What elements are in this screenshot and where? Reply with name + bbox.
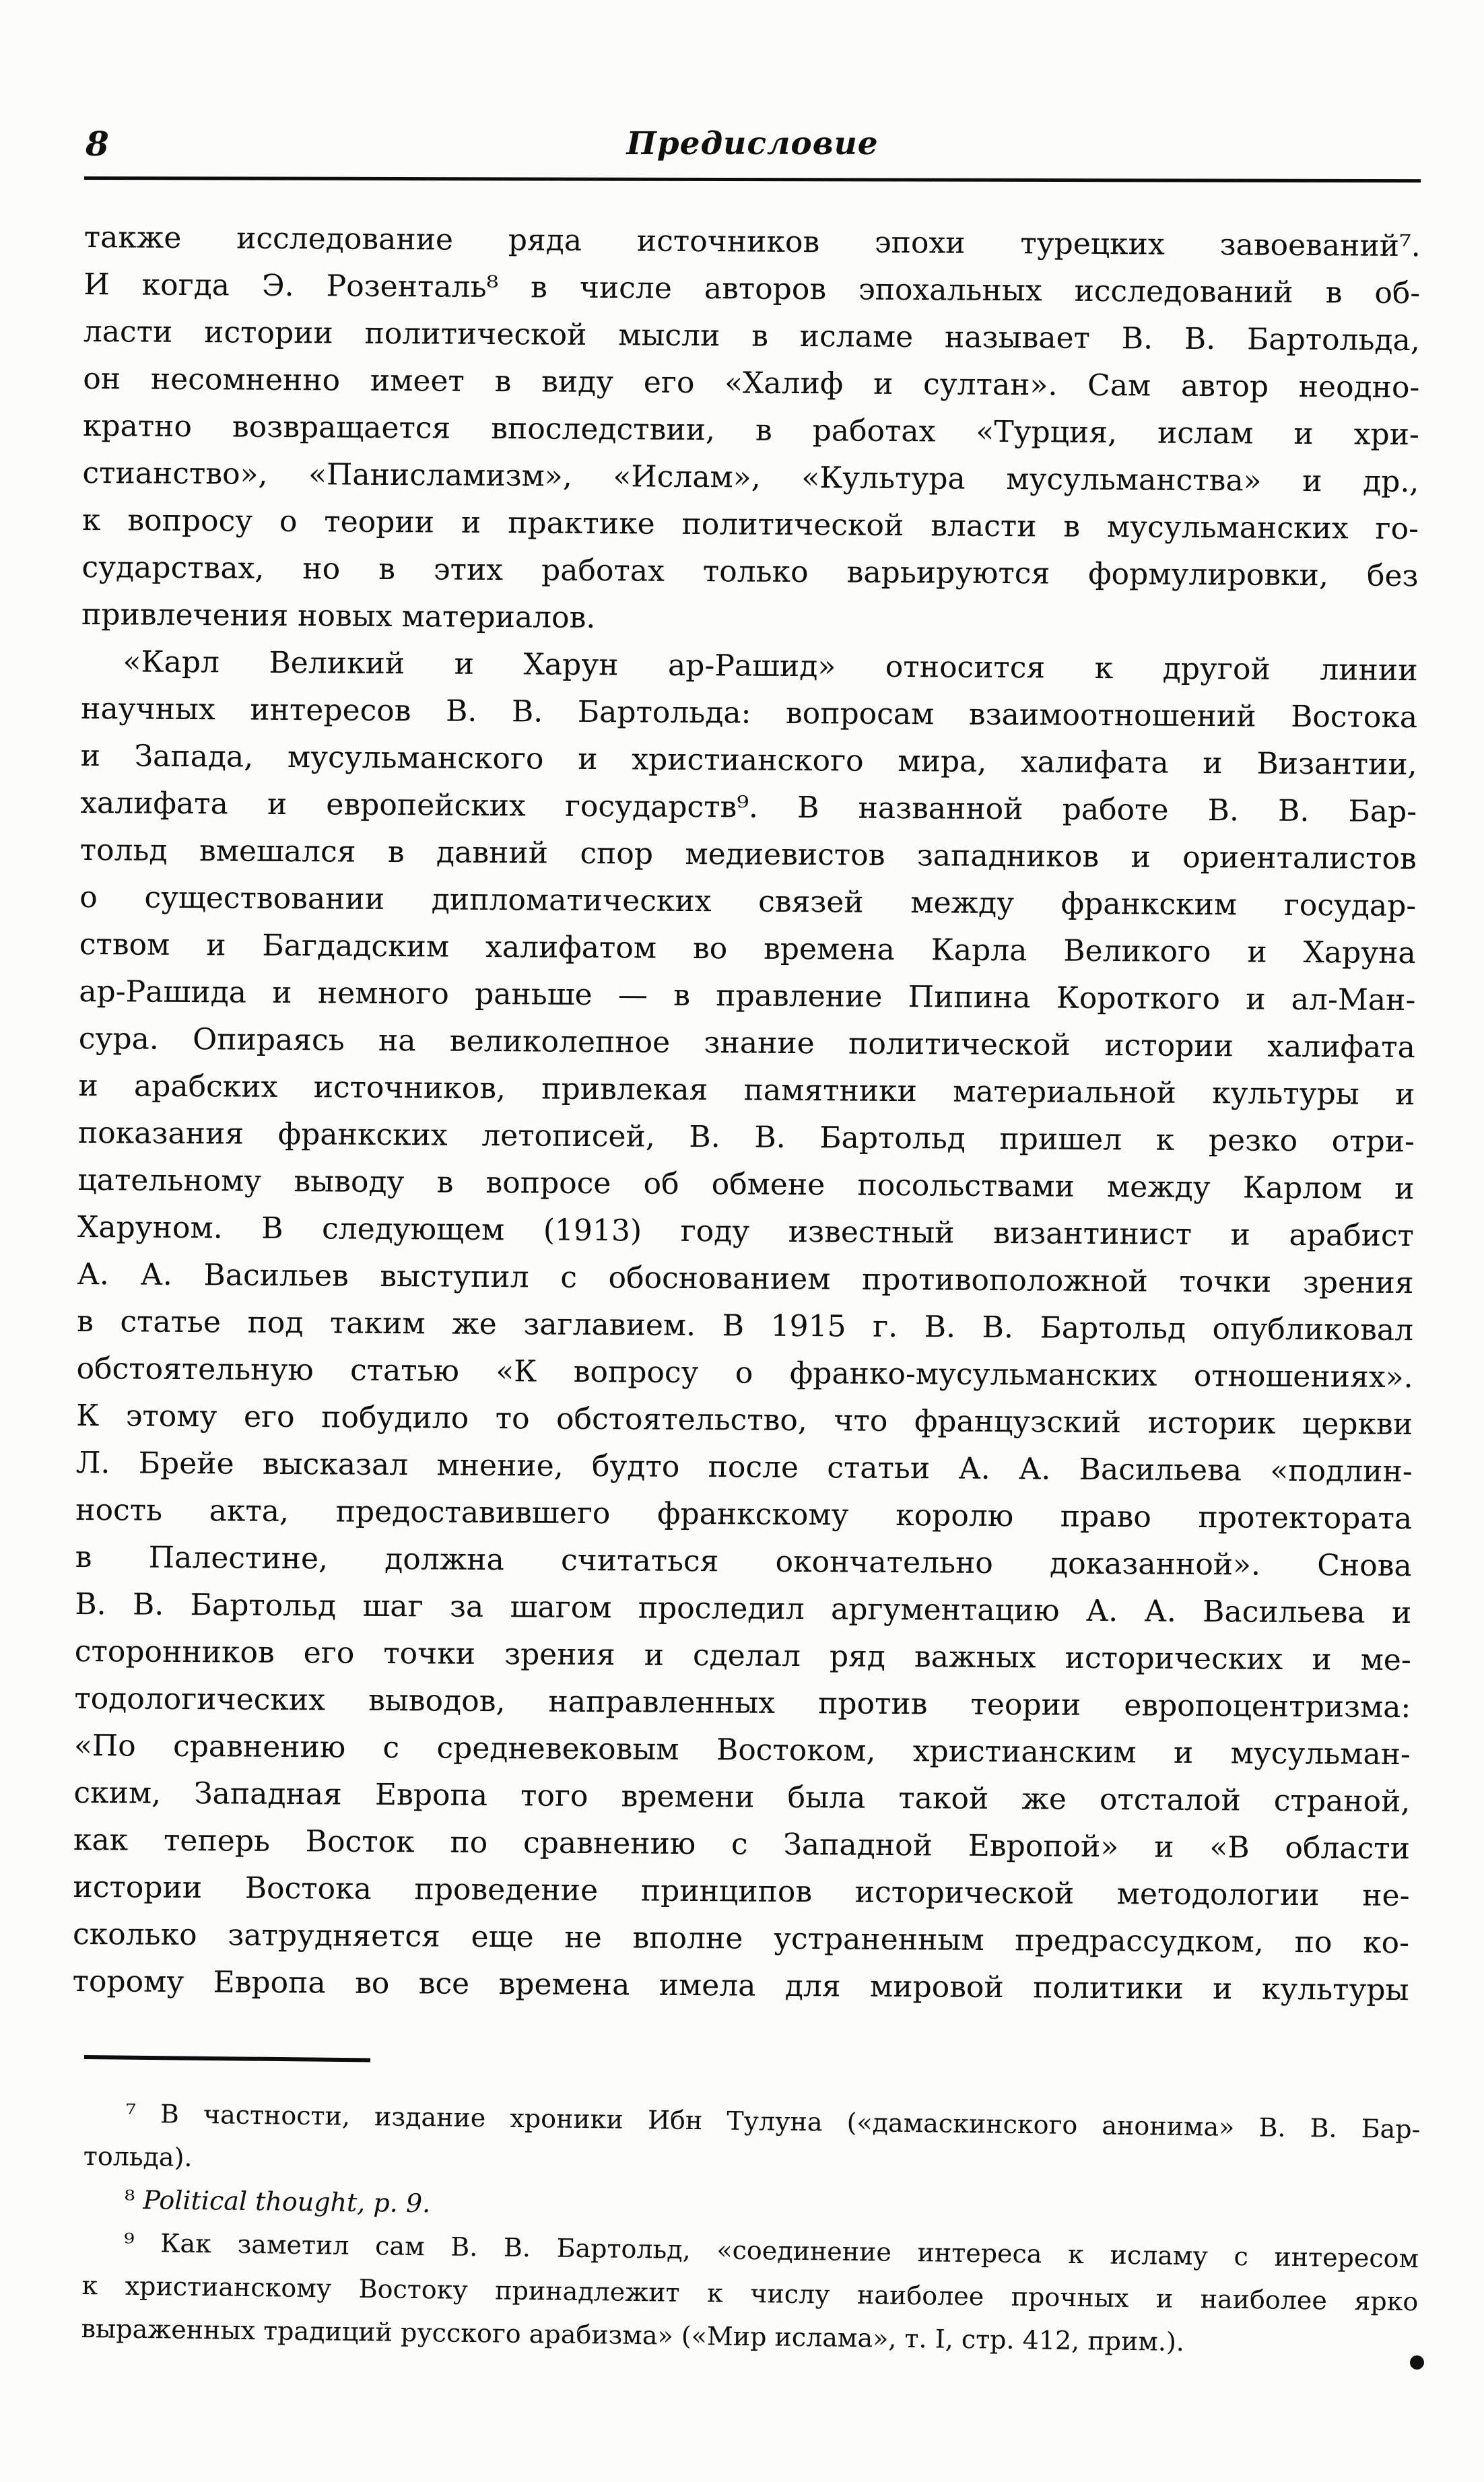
body-line: привлечения новых материалов. [81, 597, 596, 636]
body-line: И когда Э. Розенталь⁸ в числе авторов эпохальных исследований в об- [83, 267, 1421, 311]
body-line: истории Востока проведение принципов исторической методологии не- [73, 1869, 1410, 1914]
body-line: сколько затрудняется еще не вполне устраненным предрассудком, по ко- [72, 1916, 1410, 1961]
body-line: сура. Опираясь на великолепное знание политической истории халифата [78, 1021, 1416, 1065]
footnote-text: ⁸ [124, 2184, 143, 2215]
footnote-italic-text: Political thought, p. 9. [143, 2185, 431, 2219]
body-line: кратно возвращается впоследствии, в работах «Турция, ислам и хри- [82, 408, 1420, 452]
body-line: А. А. Васильев выступил с обоснованием противоположной точки зрения [77, 1256, 1414, 1301]
ink-dot [1410, 2355, 1424, 2370]
body-line: В. В. Бартольд шаг за шагом проследил аргументацию А. А. Васильева и [75, 1586, 1412, 1631]
footnote-text: ⁷ В частности, издание хроники Ибн Тулуна («дамаскинского анонима» В. В. Бар- [125, 2098, 1421, 2145]
body-line: он несомненно имеет в виду его «Халиф и султан». Сам автор неодно- [83, 361, 1420, 405]
running-title: Предисловие [626, 125, 879, 162]
body-line: в статье под таким же заглавием. В 1915 г. В. В. Бартольд опубликовал [76, 1304, 1414, 1348]
body-line: халифата и европейских государств⁹. В названной работе В. В. Бар- [80, 785, 1417, 830]
footnote-text: тольда). [83, 2141, 193, 2172]
page-header [84, 125, 1421, 166]
body-line: цательному выводу в вопросе об обмене посольствами между Карлом и [77, 1162, 1415, 1207]
page-number: 8 [86, 124, 109, 164]
body-line: как теперь Восток по сравнению с Западной Европой» и «В области [73, 1822, 1411, 1867]
body-line: «По сравнению с средневековым Востоком, христианским и мусульман- [73, 1728, 1411, 1772]
body-line: сударствах, но в этих работах только варьируются формулировки, без [81, 549, 1419, 594]
body-line: о существовании дипломатических связей между франкским государ- [79, 879, 1417, 924]
body-line: ность акта, предоставившего франкскому королю право протектората [75, 1492, 1413, 1537]
body-line: тодологических выводов, направленных против теории европоцентризма: [74, 1681, 1411, 1725]
body-line: К этому его побудило то обстоятельство, что французский историк церкви [75, 1398, 1413, 1442]
footnote-text: выраженных традиций русского арабизма» («Мир ислама», т. I, стр. 412, прим.). [81, 2313, 1185, 2357]
body-line: к вопросу о теории и практике политической власти в мусульманских го- [81, 502, 1419, 547]
body-line: Л. Брейе высказал мнение, будто после статьи А. А. Васильева «подлин- [75, 1445, 1413, 1489]
body-line: также исследование ряда источников эпохи турецких завоеваний⁷. [83, 220, 1421, 264]
body-line: торому Европа во все времена имела для мировой политики и культуры [72, 1964, 1409, 2008]
body-line: в Палестине, должна считаться окончательно доказанной». Снова [75, 1539, 1412, 1584]
body-line: ством и Багдадским халифатом во времена Карла Великого и Харуна [79, 927, 1416, 971]
body-text [72, 214, 1421, 2014]
body-line: тольд вмешался в давний спор медиевистов западников и ориенталистов [79, 832, 1417, 877]
body-line: стианство», «Панисламизм», «Ислам», «Культура мусульманства» и др., [82, 455, 1419, 500]
body-line: ласти истории политической мысли в исламе называет В. В. Бартольда, [83, 314, 1420, 358]
footnote-text: ⁹ Как заметил сам В. В. Бартольд, «соединение интереса к исламу с интересом [123, 2227, 1419, 2274]
footnote-rule [84, 2055, 370, 2062]
body-line: научных интересов В. В. Бартольда: вопросам взаимоотношений Востока [80, 691, 1418, 735]
body-line: ар-Рашида и немного раньше — в правление Пипина Короткого и ал-Ман- [79, 974, 1416, 1018]
body-line: сторонников его точки зрения и сделал ряд важных исторических и ме- [74, 1634, 1411, 1678]
body-line: обстоятельную статью «К вопросу о франко-мусульманских отношениях». [76, 1351, 1413, 1395]
body-line: ским, Западная Европа того времени была такой же отсталой страной, [73, 1775, 1411, 1819]
body-line: и арабских источников, привлекая памятники материальной культуры и [78, 1068, 1415, 1112]
footnotes [81, 2091, 1421, 2366]
body-line: «Карл Великий и Харун ар-Рашид» относится к другой линии [123, 644, 1418, 688]
footnote-text: к христианскому Востоку принадлежит к числу наиболее прочных и наиболее ярко [81, 2270, 1419, 2317]
body-line: Харуном. В следующем (1913) году известный византинист и арабист [77, 1209, 1415, 1254]
body-line: и Запада, мусульманского и христианского мира, халифата и Византии, [80, 738, 1417, 782]
header-rule [84, 176, 1421, 182]
body-line: показания франкских летописей, В. В. Бартольд пришел к резко отри- [77, 1115, 1415, 1160]
